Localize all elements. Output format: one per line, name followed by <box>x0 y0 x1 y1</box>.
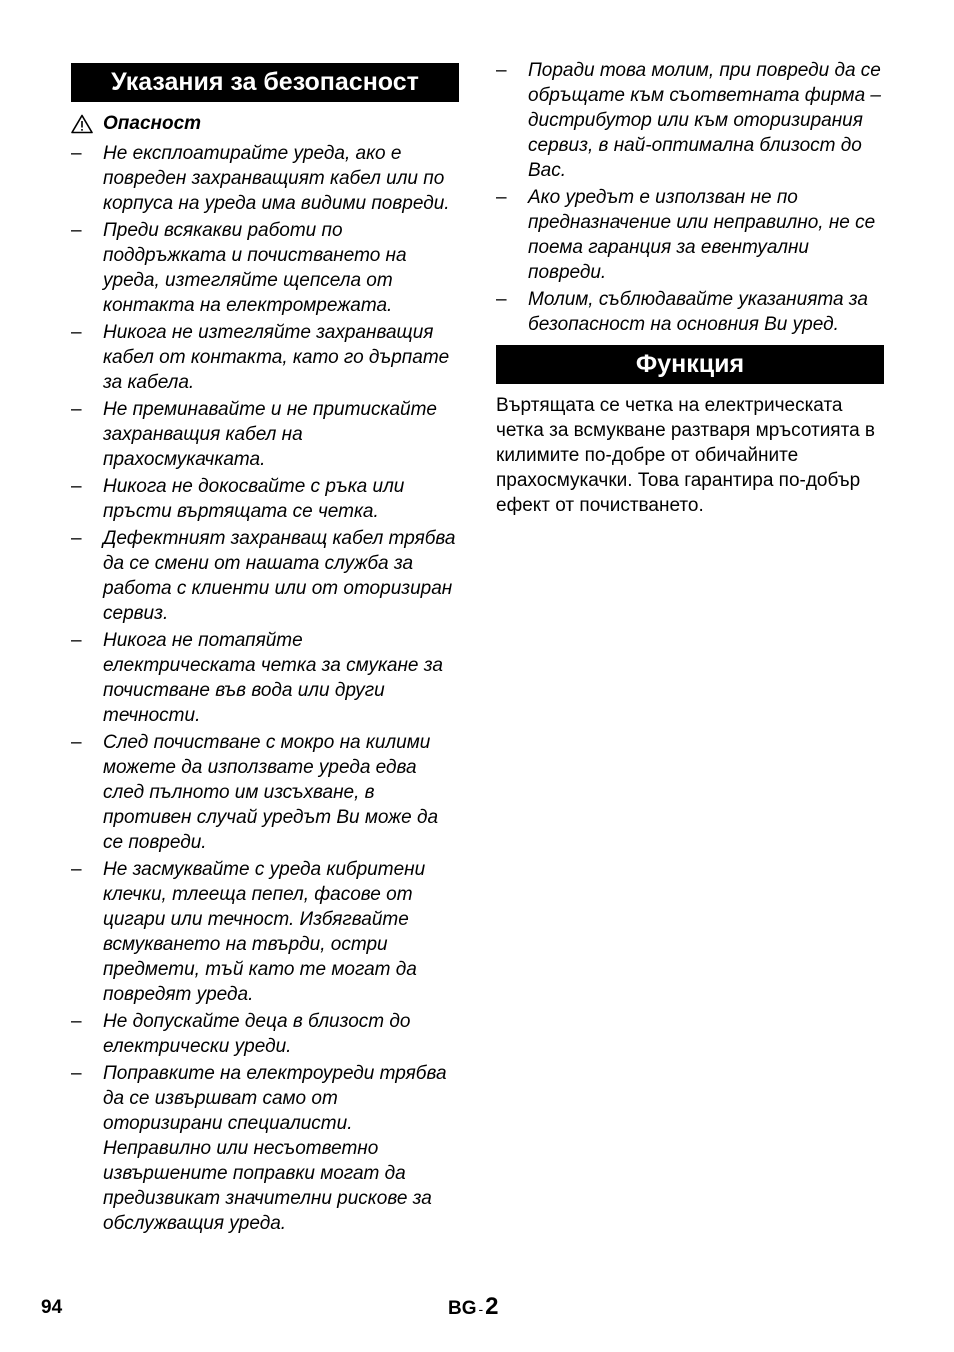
function-heading: Функция <box>496 345 884 384</box>
page-code-separator: - <box>478 1301 484 1317</box>
list-item-text: Не експлоатирайте уреда, ако е повреден захранващият кабел или по корпуса на уреда има видими повреди. <box>103 143 450 214</box>
dash-bullet: – <box>496 289 507 310</box>
language-code: BG <box>448 1298 477 1319</box>
dash-bullet: – <box>71 732 82 753</box>
list-item-text: Ако уредът е използван не по предназначение или неправилно, не се поема гаранция за евентуални повреди. <box>528 187 876 283</box>
list-item <box>496 185 884 285</box>
dash-bullet: – <box>71 1011 82 1032</box>
right-column <box>496 58 884 518</box>
list-item <box>496 287 884 337</box>
list-item-text: Дефектният захранващ кабел трябва да се смени от нашата служба за работа с клиенти или от оторизиран сервиз. <box>103 528 456 624</box>
list-item <box>71 1061 459 1236</box>
list-item-text: Не преминавайте и не притискайте захранващия кабел на прахосмукачката. <box>103 399 437 470</box>
safety-list-right <box>496 58 884 337</box>
dash-bullet: – <box>496 60 507 81</box>
left-column <box>71 63 459 1238</box>
list-item-text: Никога не потапяйте електрическата четка за смукане за почистване във вода или други течности. <box>103 630 443 726</box>
list-item <box>71 320 459 395</box>
list-item <box>71 218 459 318</box>
section-page-number: 2 <box>485 1293 499 1320</box>
list-item <box>71 730 459 855</box>
list-item-text: Преди всякакви работи по поддръжката и почистването на уреда, изтегляйте щепсела от контакта на електромрежата. <box>103 220 407 316</box>
safety-list-left <box>71 141 459 1236</box>
list-item <box>71 397 459 472</box>
list-item <box>71 526 459 626</box>
dash-bullet: – <box>71 399 82 420</box>
list-item-text: Никога не докосвайте с ръка или пръсти въртящата се четка. <box>103 476 405 522</box>
list-item <box>71 857 459 1007</box>
dash-bullet: – <box>71 630 82 651</box>
list-item-text: Никога не изтегляйте захранващия кабел от контакта, като го дърпате за кабела. <box>103 322 450 393</box>
dash-bullet: – <box>71 1063 82 1084</box>
list-item-text: Не засмуквайте с уреда кибритени клечки, тлееща пепел, фасове от цигари или течност. Избягвайте всмукването на твърди, остри предмети, тъй като те могат да повредят уреда. <box>103 859 426 1005</box>
list-item-text: Поправките на електроуреди трябва да се извършват само от оторизирани специалисти. Неправилно или несъответно извършените поправки могат да предизвикат значителни рискове за обслужващия уреда. <box>103 1063 447 1234</box>
list-item <box>71 141 459 216</box>
warning-icon <box>71 114 93 134</box>
dash-bullet: – <box>71 220 82 241</box>
list-item <box>71 474 459 524</box>
dash-bullet: – <box>71 476 82 497</box>
dash-bullet: – <box>71 528 82 549</box>
page-number: 94 <box>41 1297 63 1318</box>
dash-bullet: – <box>496 187 507 208</box>
page-code <box>448 1293 499 1321</box>
list-item <box>71 1009 459 1059</box>
dash-bullet: – <box>71 859 82 880</box>
danger-label <box>71 112 459 136</box>
dash-bullet: – <box>71 143 82 164</box>
list-item <box>71 628 459 728</box>
list-item-text: Не допускайте деца в близост до електрически уреди. <box>103 1011 411 1057</box>
function-text: Въртящата се четка на електрическата четка за всмукване разтваря мръсотията в килимите по-добре от обичайните прахосмукачки. Това гарантира по-добър ефект от почистването. <box>496 395 876 516</box>
list-item-text: Поради това молим, при повреди да се обръщате към съответната фирма – дистрибутор или към оторизирания сервиз, в най-оптимална близост до Вас. <box>528 60 881 181</box>
safety-heading: Указания за безопасност <box>71 63 459 102</box>
list-item <box>496 58 884 183</box>
dash-bullet: – <box>71 322 82 343</box>
danger-text: Опасност <box>103 113 202 134</box>
list-item-text: След почистване с мокро на килими можете да използвате уреда едва след пълното им изсъхване, в противен случай уредът Ви може да се повреди. <box>103 732 439 853</box>
list-item-text: Молим, съблюдавайте указанията за безопасност на основния Ви уред. <box>528 289 868 335</box>
